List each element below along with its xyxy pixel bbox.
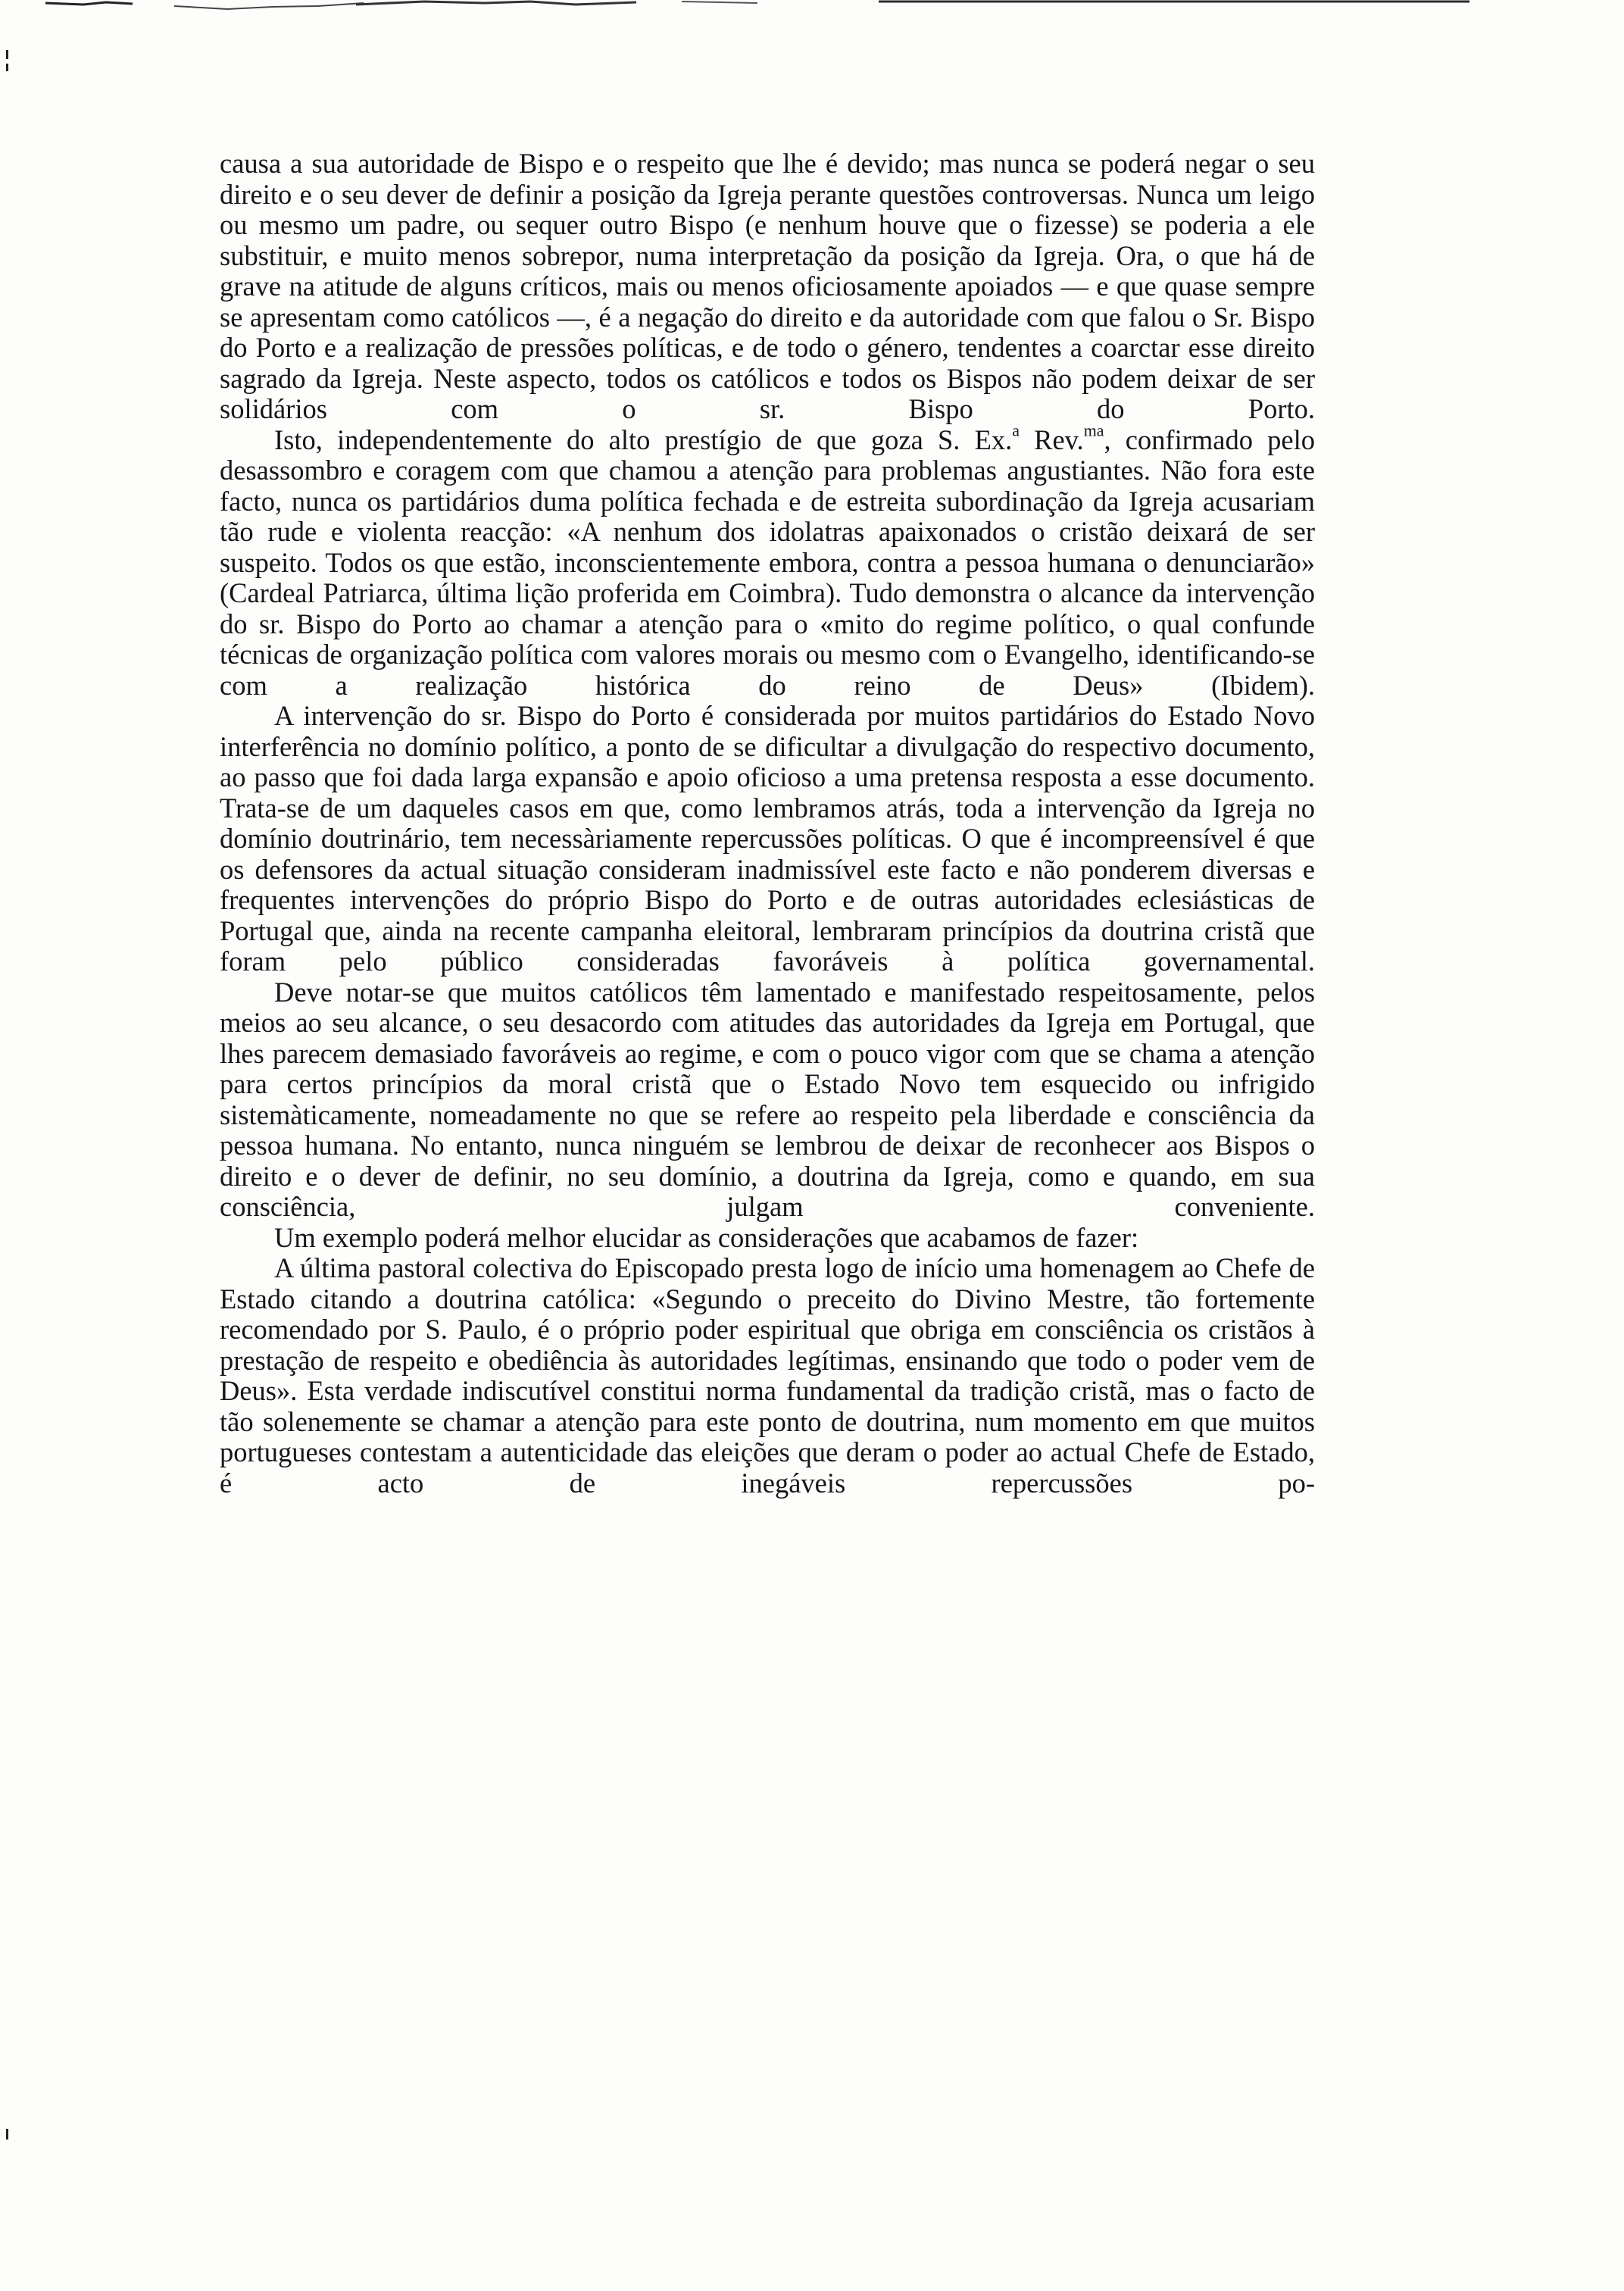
paragraph: causa a sua autoridade de Bispo e o respeito que lhe é devido; mas nunca se poderá negar o seu direito e o seu dever de definir a posição da Igreja perante questões controversas. Nunca um leigo ou mesmo um padre, ou sequer outro Bispo (e nenhum houve que o fizesse) se poderia a ele substituir, e muito menos sobrepor, numa interpretação da posição da Igreja. Ora, o que há de grave na atitude de alguns críticos, mais ou menos oficiosamente apoiados — e que quase sempre se apresentam como católicos —, é a negação do direito e da autoridade com que falou o Sr. Bispo do Porto e a realização de pressões políticas, e de todo o género, tendentes a coarctar esse direito sagrado da Igreja. Neste aspecto, todos os católicos e todos os Bispos não podem deixar de ser solidários com o sr. Bispo do Porto. [220,148,1315,424]
superscript: a [1012,420,1020,439]
paragraph-text: Isto, independentemente do alto prestígio de que goza S. Ex. [274,424,1013,455]
margin-scan-mark [6,50,8,59]
margin-scan-mark [6,64,8,71]
paragraph-text: , confirmado pelo desassombro e coragem com que chamou a atenção para problemas angustiantes. Não fora este facto, nunca os partidários duma política fechada e de estreita subordinação da Igreja acusariam tão rude e violenta reacção: «A nenhum dos idolatras apaixonados o cristão deixará de ser suspeito. Todos os que estão, inconscientemente embora, contra a pessoa humana o denunciarão» (Cardeal Patriarca, última lição proferida em Coimbra). Tudo demonstra o alcance da intervenção do sr. Bispo do Porto ao chamar a atenção para o «mito do regime político, o qual confunde técnicas de organização política com valores morais ou mesmo com o Evangelho, identificando-se com a realização histórica do reino de Deus» (Ibidem). [220,424,1315,701]
paragraph: A intervenção do sr. Bispo do Porto é considerada por muitos partidários do Estado Novo interferência no domínio político, a ponto de se dificultar a divulgação do respectivo documento, ao passo que foi dada larga expansão e apoio oficioso a uma pretensa resposta a esse documento. Trata-se de um daqueles casos em que, como lembramos atrás, toda a intervenção da Igreja no domínio doutrinário, tem necessàriamente repercussões políticas. O que é incompreensível é que os defensores da actual situação consideram inadmissível este facto e não ponderem diversas e frequentes intervenções do próprio Bispo do Porto e de outras autoridades eclesiásticas de Portugal que, ainda na recente campanha eleitoral, lembraram princípios da doutrina cristã que foram pelo público consideradas favoráveis à política governamental. [220,700,1315,977]
paragraph [220,420,1315,702]
paragraph: A última pastoral colectiva do Episcopado presta logo de início uma homenagem ao Chefe de Estado citando a doutrina católica: «Segundo o preceito do Divino Mestre, tão fortemente recomendado por S. Paulo, é o próprio poder espiritual que obriga em consciência os cristãos à prestação de respeito e obediência às autoridades legítimas, ensinando que todo o poder vem de Deus». Esta verdade indiscutível constitui norma fundamental da tradição cristã, mas o facto de tão solenemente se chamar a atenção para este ponto de doutrina, num momento em que muitos portugueses contestam a autenticidade das eleições que deram o poder ao actual Chefe de Estado, é acto de inegáveis repercussões po- [220,1252,1315,1499]
margin-scan-mark [6,2129,8,2139]
paragraph: Deve notar-se que muitos católicos têm lamentado e manifestado respeitosamente, pelos meios ao seu alcance, o seu desacordo com atitudes das autoridades da Igreja em Portugal, que lhes parecem demasiado favoráveis ao regime, e com o pouco vigor com que se chama a atenção para certos princípios da moral cristã que o Estado Novo tem esquecido ou infrigido sistemàticamente, nomeadamente no que se refere ao respeito pela liberdade e consciência da pessoa humana. No entanto, nunca ninguém se lembrou de deixar de reconhecer aos Bispos o direito e o dever de definir, no seu domínio, a doutrina da Igreja, como e quando, em sua consciência, julgam conveniente. [220,976,1315,1222]
paragraph-text: Rev. [1019,424,1084,455]
body-text [220,148,1315,1499]
superscript: ma [1083,420,1104,439]
scan-edge-artifact [0,0,1624,11]
paragraph: Um exemplo poderá melhor elucidar as considerações que acabamos de fazer: [274,1221,1139,1253]
